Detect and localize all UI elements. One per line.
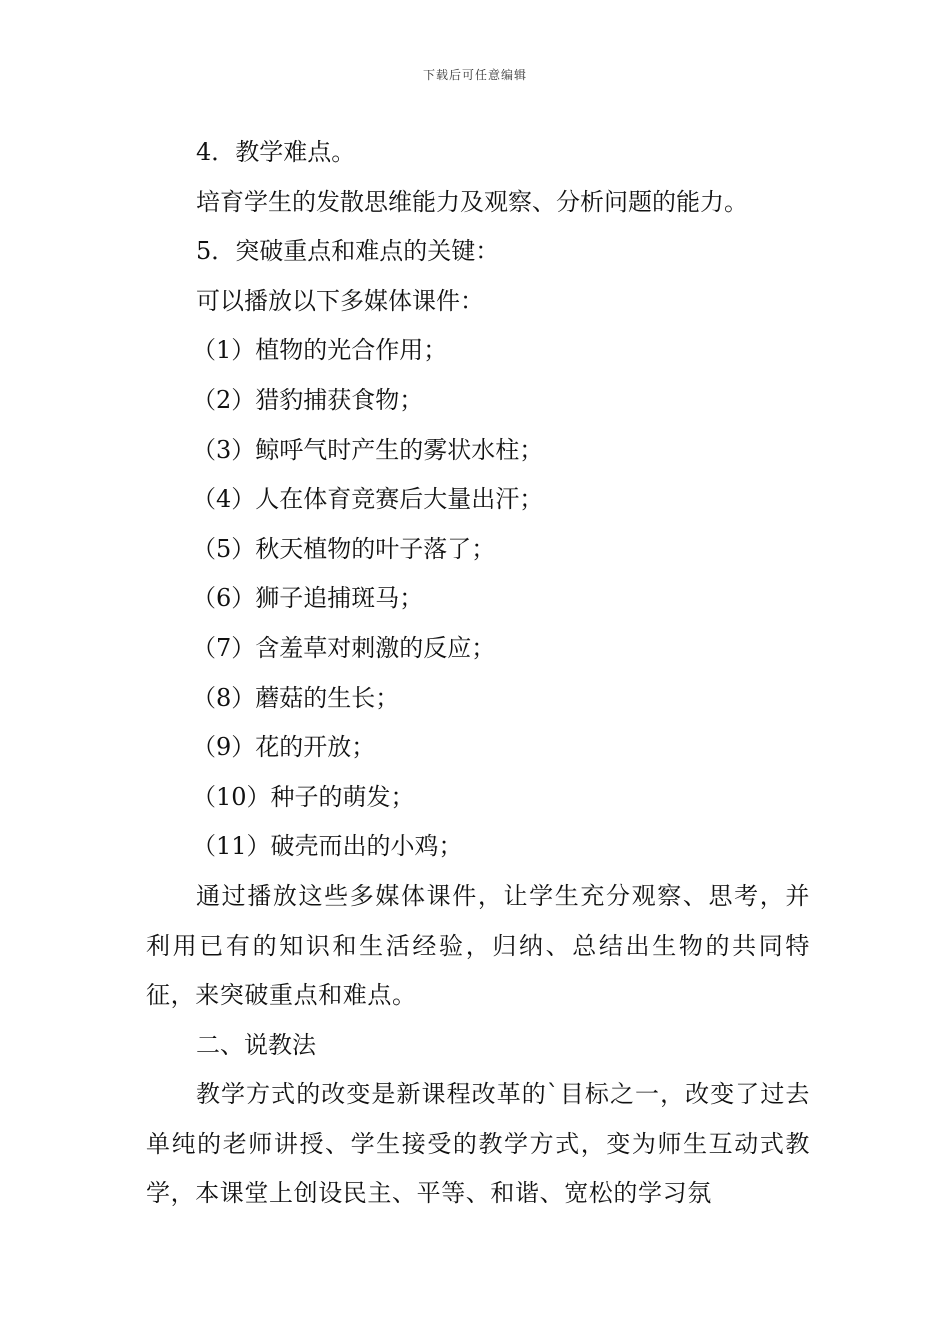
section5-title: 5．突破重点和难点的关键： — [196, 237, 500, 266]
section5-intro: 可以播放以下多媒体课件： — [196, 286, 484, 315]
list-item: （6）狮子追捕斑马； — [192, 584, 424, 613]
list-item: （10）种子的萌发； — [192, 782, 415, 811]
list-item: （7）含羞草对刺激的反应； — [192, 633, 496, 662]
part2-title: 二、说教法 — [196, 1030, 316, 1059]
list-item: （2）猎豹捕获食物； — [192, 385, 424, 414]
list-item: （1）植物的光合作用； — [192, 336, 448, 365]
list-item: （4）人在体育竞赛后大量出汗； — [192, 485, 544, 514]
document-body — [146, 128, 810, 1219]
section4-title: 4．教学难点。 — [196, 138, 356, 166]
summary-paragraph: 通过播放这些多媒体课件，让学生充分观察、思考，并利用已有的知识和生活经验，归纳、总结出生物的共同特征，来突破重点和难点。 — [146, 881, 810, 1010]
header-note: 下载后可任意编辑 — [422, 68, 527, 82]
section4-text: 培育学生的发散思维能力及观察、分析问题的能力。 — [196, 187, 748, 216]
list-item: （3）鲸呼气时产生的雾状水柱； — [192, 435, 544, 464]
list-item: （11）破壳而出的小鸡； — [192, 832, 463, 861]
list-item: （8）蘑菇的生长； — [192, 683, 400, 712]
list-item: （5）秋天植物的叶子落了； — [192, 534, 496, 563]
part2-paragraph: 教学方式的改变是新课程改革的`目标之一，改变了过去单纯的老师讲授、学生接受的教学方式，变为师生互动式教学，本课堂上创设民主、平等、和谐、宽松的学习氛 — [146, 1080, 810, 1208]
list-item: （9）花的开放； — [192, 733, 376, 762]
